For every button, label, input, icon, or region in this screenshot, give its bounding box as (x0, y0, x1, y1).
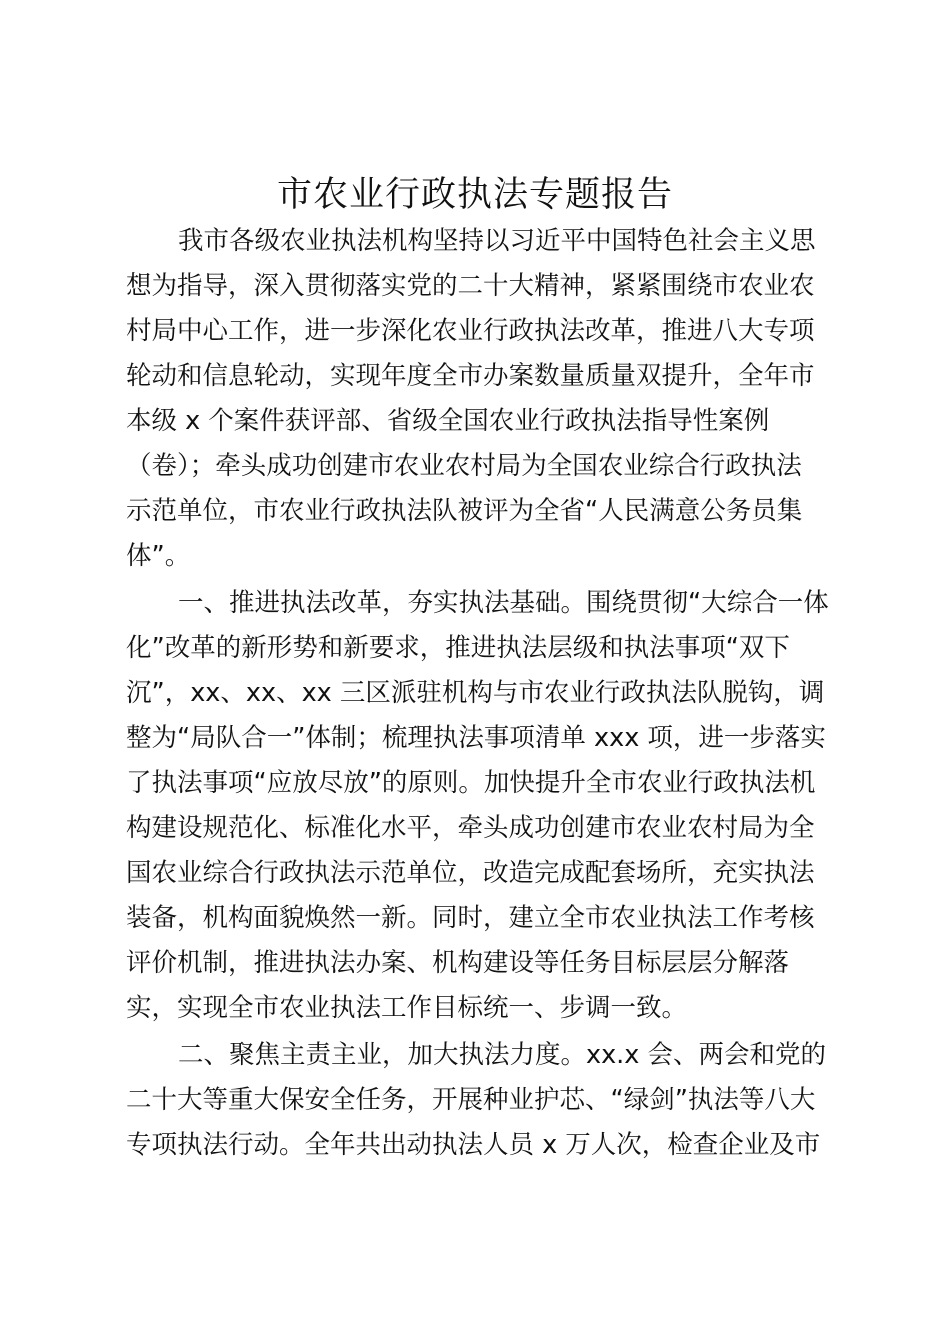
paragraph-2-line-4: 整为“局队合一”体制；梳理执法事项清单 xxx 项，进一步落实 (126, 723, 826, 753)
paragraph-1-line-2: 想为指导，深入贯彻落实党的二十大精神，紧紧围绕市农业农 (126, 271, 815, 301)
paragraph-2-line-3: 沉”，xx、xx、xx 三区派驻机构与市农业行政执法队脱钩，调 (126, 678, 825, 708)
paragraph-1-line-3: 村局中心工作，进一步深化农业行政执法改革，推进八大专项 (126, 316, 815, 346)
paragraph-2-line-9: 评价机制，推进执法办案、机构建设等任务目标层层分解落 (126, 948, 790, 978)
paragraph-1-line-6: （卷）；牵头成功创建市农业农村局为全国农业综合行政执法 (126, 451, 802, 481)
paragraph-1-line-7: 示范单位，市农业行政执法队被评为全省“人民满意公务员集 (126, 496, 803, 526)
document-title: 市农业行政执法专题报告 (276, 175, 673, 215)
paragraph-2-line-6: 构建设规范化、标准化水平，牵头成功创建市农业农村局为全 (126, 813, 815, 843)
paragraph-3-line-2: 二十大等重大保安全任务，开展种业护芯、“绿剑”执法等八大 (126, 1085, 816, 1115)
paragraph-1-line-5: 本级 x 个案件获评部、省级全国农业行政执法指导性案例 (126, 406, 770, 436)
paragraph-1-line-1: 我市各级农业执法机构坚持以习近平中国特色社会主义思 (178, 226, 816, 256)
paragraph-2-line-10: 实，实现全市农业执法工作目标统一、步调一致。 (126, 993, 688, 1023)
paragraph-2-line-7: 国农业综合行政执法示范单位，改造完成配套场所，充实执法 (126, 858, 815, 888)
paragraph-3-line-3: 专项执法行动。全年共出动执法人员 x 万人次，检查企业及市 (126, 1130, 821, 1160)
paragraph-1-line-4: 轮动和信息轮动，实现年度全市办案数量质量双提升，全年市 (126, 361, 815, 391)
paragraph-2-line-8: 装备，机构面貌焕然一新。同时，建立全市农业执法工作考核 (126, 903, 815, 933)
paragraph-3-line-1: 二、聚焦主责主业，加大执法力度。xx.x 会、两会和党的 (178, 1040, 826, 1070)
paragraph-2-line-2: 化”改革的新形势和新要求，推进执法层级和执法事项“双下 (126, 633, 790, 663)
paragraph-1-line-8: 体”。 (126, 541, 191, 571)
paragraph-2-line-5: 了执法事项“应放尽放”的原则。加快提升全市农业行政执法机 (126, 768, 816, 798)
paragraph-2-line-1: 一、推进执法改革，夯实执法基础。围绕贯彻“大综合一体 (178, 588, 829, 618)
